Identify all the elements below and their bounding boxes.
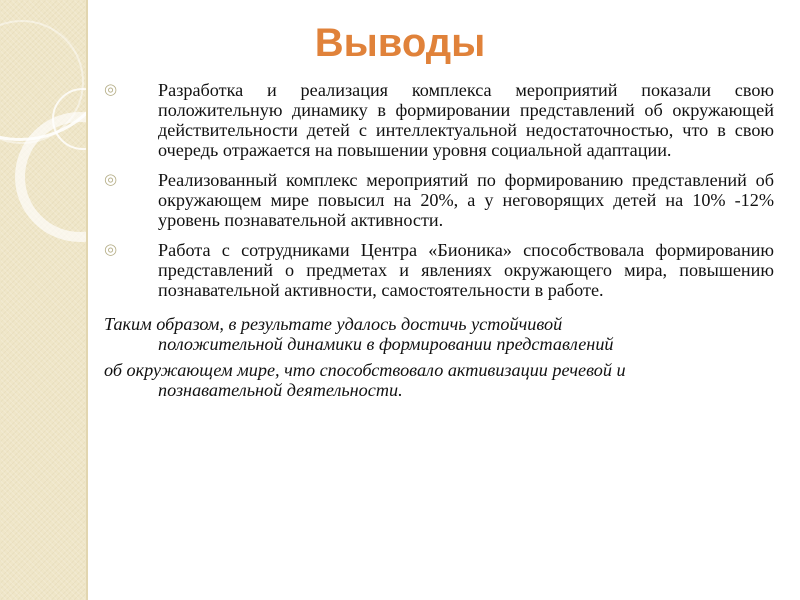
conclusion-paragraph (104, 314, 774, 354)
bullet-text: Работа с сотрудниками Центра «Бионика» способствовала формированию представлений о предметах и явлениях окружающего мира, повышению познавательной активности, самостоятельности в работе. (158, 240, 774, 300)
conclusion-line: об окружающем мире, что способствовало активизации речевой и (104, 360, 626, 380)
conclusion-line: Таким образом, в результате удалось достичь устойчивой (104, 314, 563, 334)
conclusion-text (104, 314, 774, 400)
decorative-side-panel (0, 0, 86, 600)
circle-bullet-icon: ◎ (104, 242, 118, 258)
bullet-item (104, 170, 774, 230)
slide-title: Выводы (314, 21, 486, 65)
conclusion-paragraph (104, 360, 774, 400)
bullet-text: Разработка и реализация комплекса мероприятий показали свою положительную динамику в формировании представлений об окружающей действительности детей с интеллектуальной недостаточностью, что в свою очередь отражается на повышении уровня социальной адаптации. (158, 80, 774, 160)
conclusion-line: положительной динамики в формировании представлений (158, 334, 614, 354)
bullet-item (104, 240, 774, 300)
panel-divider (86, 0, 88, 600)
bullet-item (104, 80, 774, 160)
circle-bullet-icon: ◎ (104, 172, 118, 188)
conclusion-line: познавательной деятельности. (158, 380, 403, 400)
slide-content (104, 80, 774, 400)
bullet-text: Реализованный комплекс мероприятий по формированию представлений об окружающем мире повысил на 20%, а у неговорящих детей на 10% -12% уровень познавательной активности. (158, 170, 774, 230)
circle-bullet-icon: ◎ (104, 82, 118, 98)
